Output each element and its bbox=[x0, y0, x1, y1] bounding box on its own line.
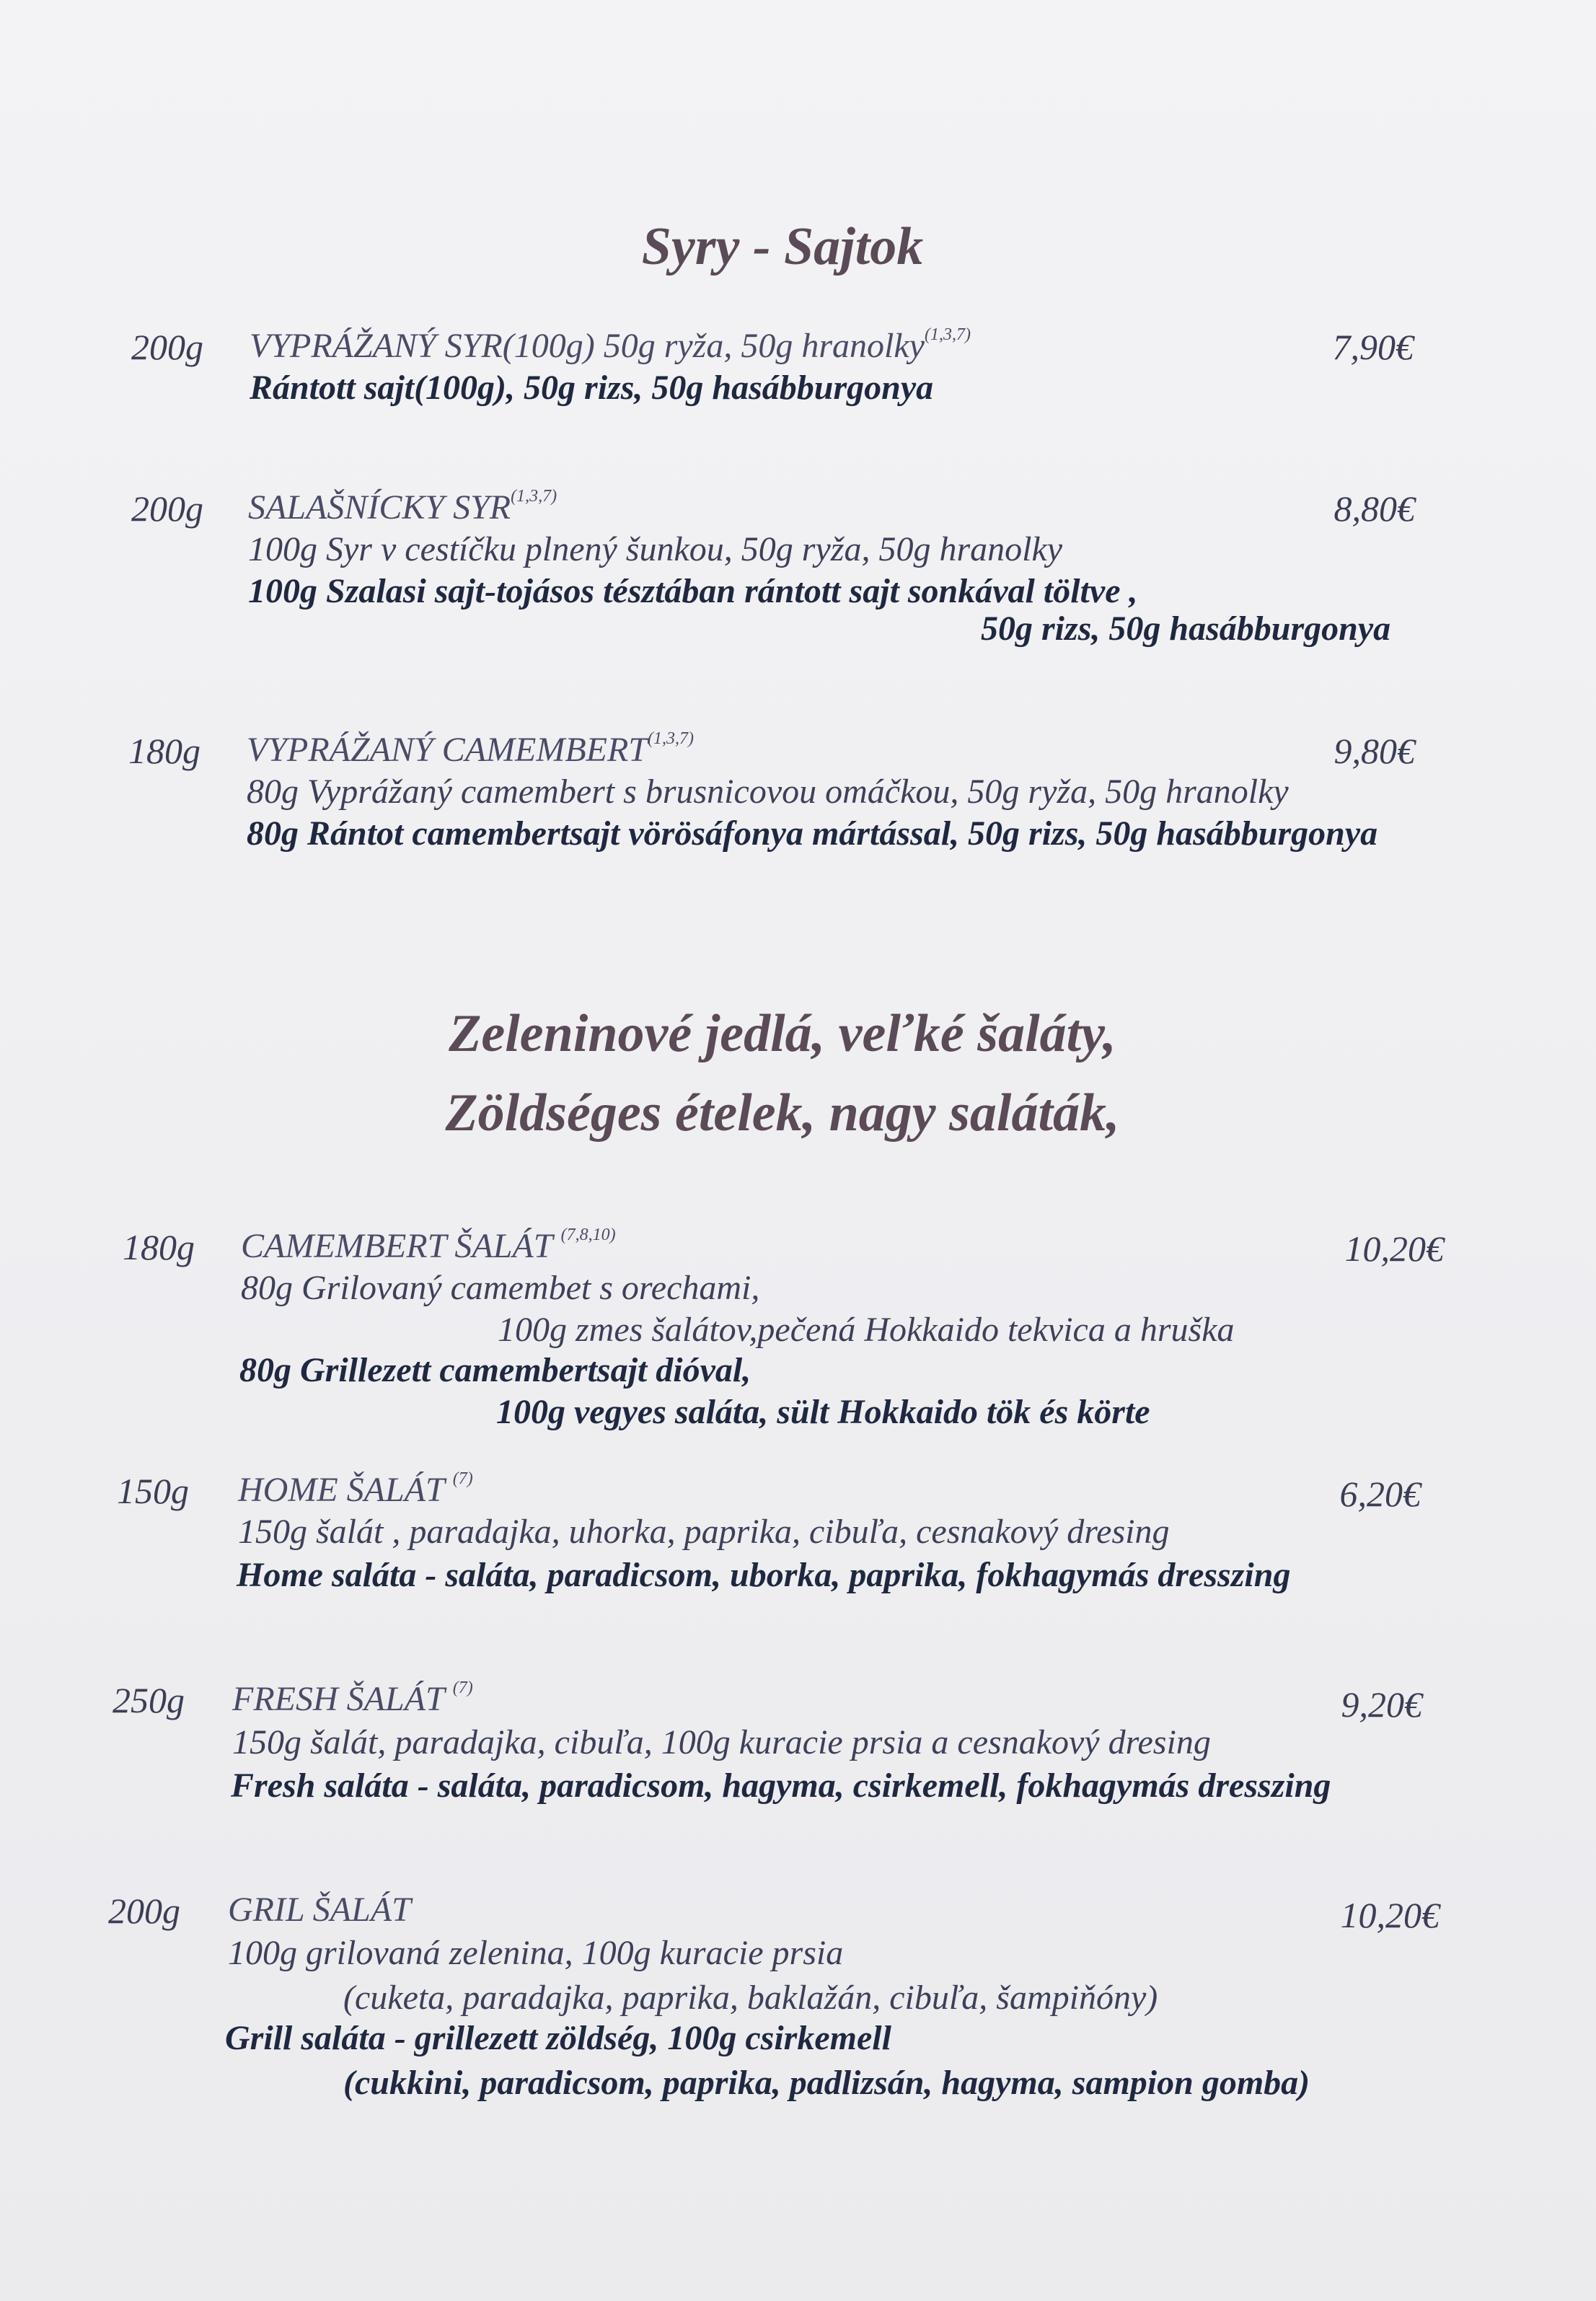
item-description-sk: 100g grilovaná zelenina, 100g kuracie prsia bbox=[228, 1934, 844, 1972]
item-description-sk: 150g šalát , paradajka, uhorka, paprika, cibuľa, cesnakový dresing bbox=[238, 1513, 1170, 1551]
item-description-hu: Home saláta - saláta, paradicsom, uborka, paprika, fokhagymás dresszing bbox=[237, 1556, 1291, 1594]
item-price: 10,20€ bbox=[1344, 1228, 1444, 1269]
item-description-hu: Fresh saláta - saláta, paradicsom, hagyma, csirkemell, fokhagymás dresszing bbox=[231, 1767, 1331, 1805]
allergen-codes: (7) bbox=[452, 1469, 473, 1488]
item-price: 7,90€ bbox=[1332, 327, 1414, 367]
item-price: 10,20€ bbox=[1340, 1895, 1440, 1935]
item-name: GRIL ŠALÁT bbox=[228, 1891, 411, 1929]
item-description-hu-cont: 50g rizs, 50g hasábburgonya bbox=[981, 610, 1391, 648]
item-description-hu: Grill saláta - grillezett zöldség, 100g csirkemell bbox=[225, 2019, 891, 2057]
allergen-codes: (7) bbox=[452, 1679, 473, 1697]
item-price: 8,80€ bbox=[1333, 488, 1415, 529]
item-name: HOME ŠALÁT $^{(7)}$ bbox=[238, 1469, 473, 1509]
item-description-sk: 100g Syr v cestíčku plnený šunkou, 50g ryža, 50g hranolky bbox=[248, 530, 1063, 568]
item-price: 9,20€ bbox=[1341, 1684, 1422, 1725]
section-title-vegetables-line1: Zeleninové jedlá, veľké šaláty, bbox=[449, 1004, 1116, 1063]
item-name: VYPRÁŽANÝ SYR(100g) 50g ryža, 50g hranolky$^{(1,3,7)}$ bbox=[250, 325, 971, 365]
item-description-hu: 80g Grillezett camembertsajt dióval, bbox=[239, 1351, 751, 1389]
item-description-sk-cont: (cuketa, paradajka, paprika, baklažán, cibuľa, šampiňóny) bbox=[343, 1979, 1158, 2017]
item-price: 6,20€ bbox=[1339, 1474, 1421, 1514]
item-weight: 150g bbox=[117, 1471, 189, 1511]
item-name: SALAŠNÍCKY SYR$^{(1,3,7)}$ bbox=[248, 487, 557, 527]
section-title-vegetables-line2: Zöldséges ételek, nagy saláták, bbox=[445, 1083, 1120, 1143]
item-name: VYPRÁŽANÝ CAMEMBERT$^{(1,3,7)}$ bbox=[247, 729, 694, 769]
item-weight: 180g bbox=[128, 731, 200, 771]
item-description-sk: 150g šalát, paradajka, cibuľa, 100g kuracie prsia a cesnakový dresing bbox=[232, 1723, 1211, 1761]
item-description-sk-cont: 100g zmes šalátov,pečená Hokkaido tekvica a hruška bbox=[498, 1311, 1235, 1349]
item-name: FRESH ŠALÁT $^{(7)}$ bbox=[232, 1679, 473, 1718]
item-description-hu: 80g Rántot camembertsajt vörösáfonya mártással, 50g rizs, 50g hasábburgonya bbox=[247, 814, 1378, 853]
item-description-sk: 80g Vyprážaný camembert s brusnicovou omáčkou, 50g ryža, 50g hranolky bbox=[247, 773, 1289, 811]
allergen-codes: (1,3,7) bbox=[647, 729, 694, 748]
item-description-hu: Rántott sajt(100g), 50g rizs, 50g hasábburgonya bbox=[250, 369, 934, 407]
item-name: CAMEMBERT ŠALÁT $^{(7,8,10)}$ bbox=[241, 1226, 616, 1265]
allergen-codes: (7,8,10) bbox=[560, 1226, 616, 1244]
item-weight: 200g bbox=[108, 1891, 180, 1931]
item-price: 9,80€ bbox=[1333, 731, 1415, 771]
item-description-hu: 100g Szalasi sajt-tojásos tésztában rántott sajt sonkával töltve , bbox=[248, 572, 1138, 610]
item-weight: 200g bbox=[131, 488, 203, 529]
item-weight: 180g bbox=[123, 1227, 195, 1267]
item-description-hu-cont: (cukkini, paradicsom, paprika, padlizsán, hagyma, sampion gomba) bbox=[343, 2064, 1310, 2102]
allergen-codes: (1,3,7) bbox=[924, 325, 971, 344]
item-description-hu-cont: 100g vegyes saláta, sült Hokkaido tök és körte bbox=[496, 1393, 1150, 1431]
allergen-codes: (1,3,7) bbox=[511, 487, 557, 506]
item-weight: 250g bbox=[113, 1680, 185, 1720]
item-weight: 200g bbox=[131, 327, 203, 367]
section-title-cheeses: Syry - Sajtok bbox=[641, 217, 924, 276]
item-description-sk: 80g Grilovaný camembet s orechami, bbox=[241, 1269, 760, 1307]
